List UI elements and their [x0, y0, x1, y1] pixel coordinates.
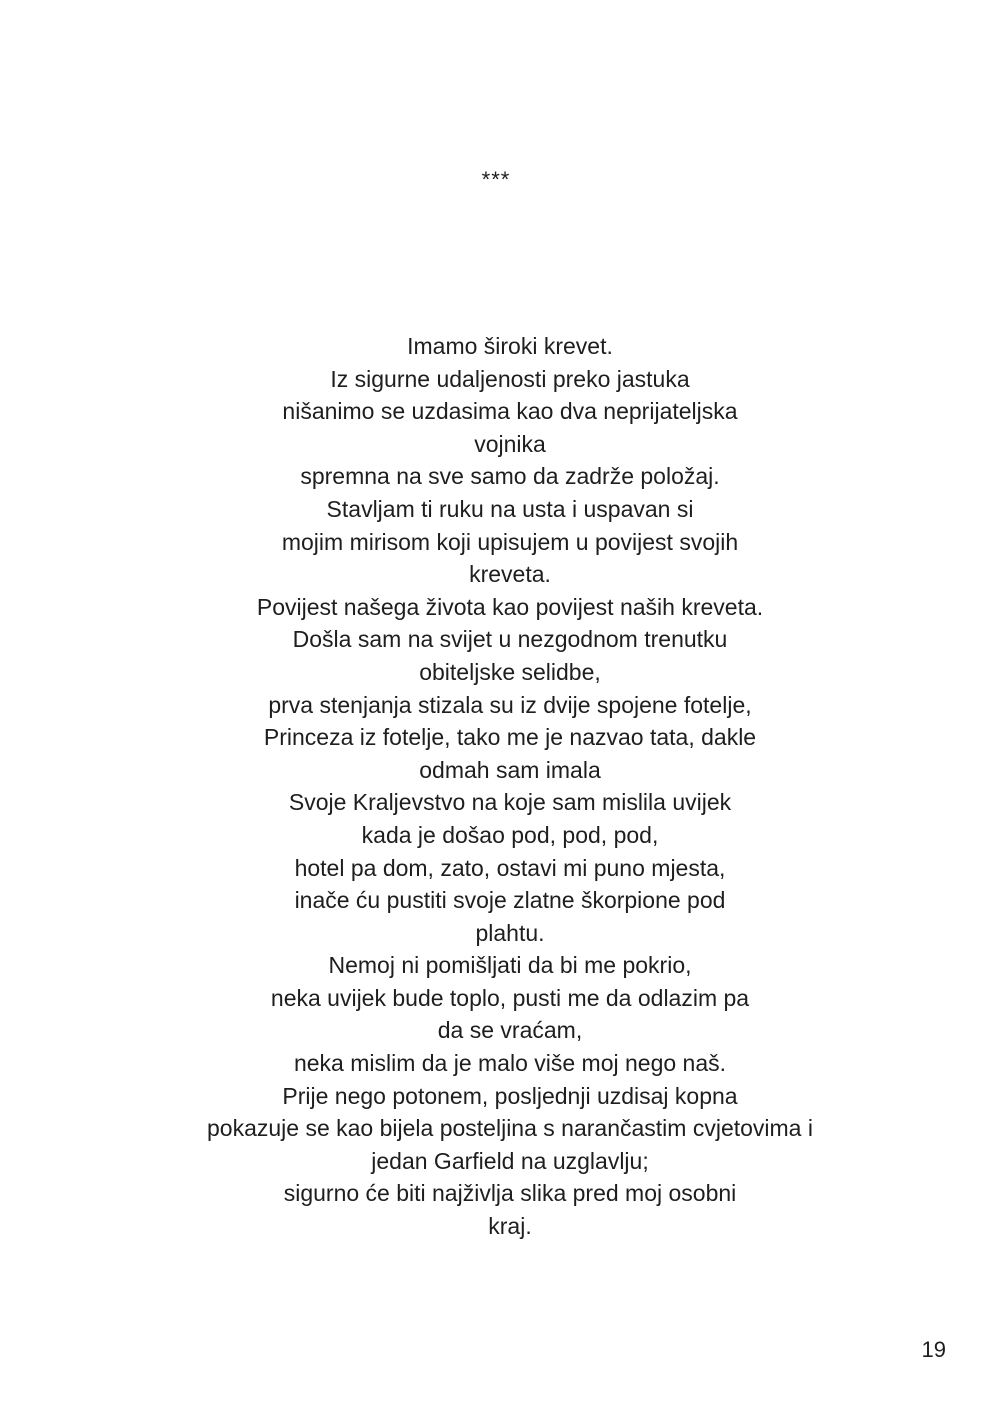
poem-line: neka mislim da je malo više moj nego naš.: [293, 1050, 727, 1077]
poem-line: plahtu.: [475, 919, 545, 946]
section-separator: ***: [481, 167, 511, 192]
poem-line: Imamo široki krevet.: [407, 333, 613, 359]
poem-line: inače ću pustiti svoje zlatne škorpione pod: [294, 887, 726, 914]
poem-line: Iz sigurne udaljenosti preko jastuka: [330, 365, 690, 392]
poem-line: kada je došao pod, pod, pod,: [361, 821, 659, 848]
poem-line: prva stenjanja stizala su iz dvije spojene fotelje,: [268, 691, 752, 718]
page-number: 19: [921, 1337, 946, 1362]
poem-line: Princeza iz fotelje, tako me je nazvao tata, dakle: [263, 724, 757, 751]
poem-line: sigurno će biti najživlja slika pred moj osobni: [283, 1180, 737, 1207]
poem-line: odmah sam imala: [419, 756, 601, 783]
poem-line: Stavljam ti ruku na usta i uspavan si: [326, 495, 694, 522]
poem-line: pokazuje se kao bijela posteljina s narančastim cvjetovima i: [207, 1115, 813, 1142]
poem-line: kreveta.: [469, 561, 551, 588]
poem-line: obiteljske selidbe,: [419, 658, 601, 685]
poem-line: Svoje Kraljevstvo na koje sam mislila uvijek: [288, 789, 732, 816]
poem-line: spremna na sve samo da zadrže položaj.: [300, 463, 720, 490]
poem-line: neka uvijek bude toplo, pusti me da odlazim pa: [270, 984, 750, 1011]
poem-line: Povijest našega života kao povijest naših kreveta.: [256, 593, 764, 620]
poem-line: Došla sam na svijet u nezgodnom trenutku: [292, 626, 728, 653]
poem-line: da se vraćam,: [437, 1017, 583, 1044]
poem-line: mojim mirisom koji upisujem u povijest svojih: [281, 528, 739, 555]
poem-line: Nemoj ni pomišljati da bi me pokrio,: [328, 952, 692, 979]
poem-line: kraj.: [488, 1213, 532, 1240]
poem-line: hotel pa dom, zato, ostavi mi puno mjesta,: [294, 854, 726, 881]
poem-line: jedan Garfield na uzglavlju;: [371, 1147, 649, 1174]
poem-body: [100, 330, 920, 1243]
poem-line: vojnika: [474, 430, 546, 457]
poem-line: Prije nego potonem, posljednji uzdisaj kopna: [282, 1082, 738, 1109]
poem-line: nišanimo se uzdasima kao dva neprijateljska: [282, 398, 738, 425]
